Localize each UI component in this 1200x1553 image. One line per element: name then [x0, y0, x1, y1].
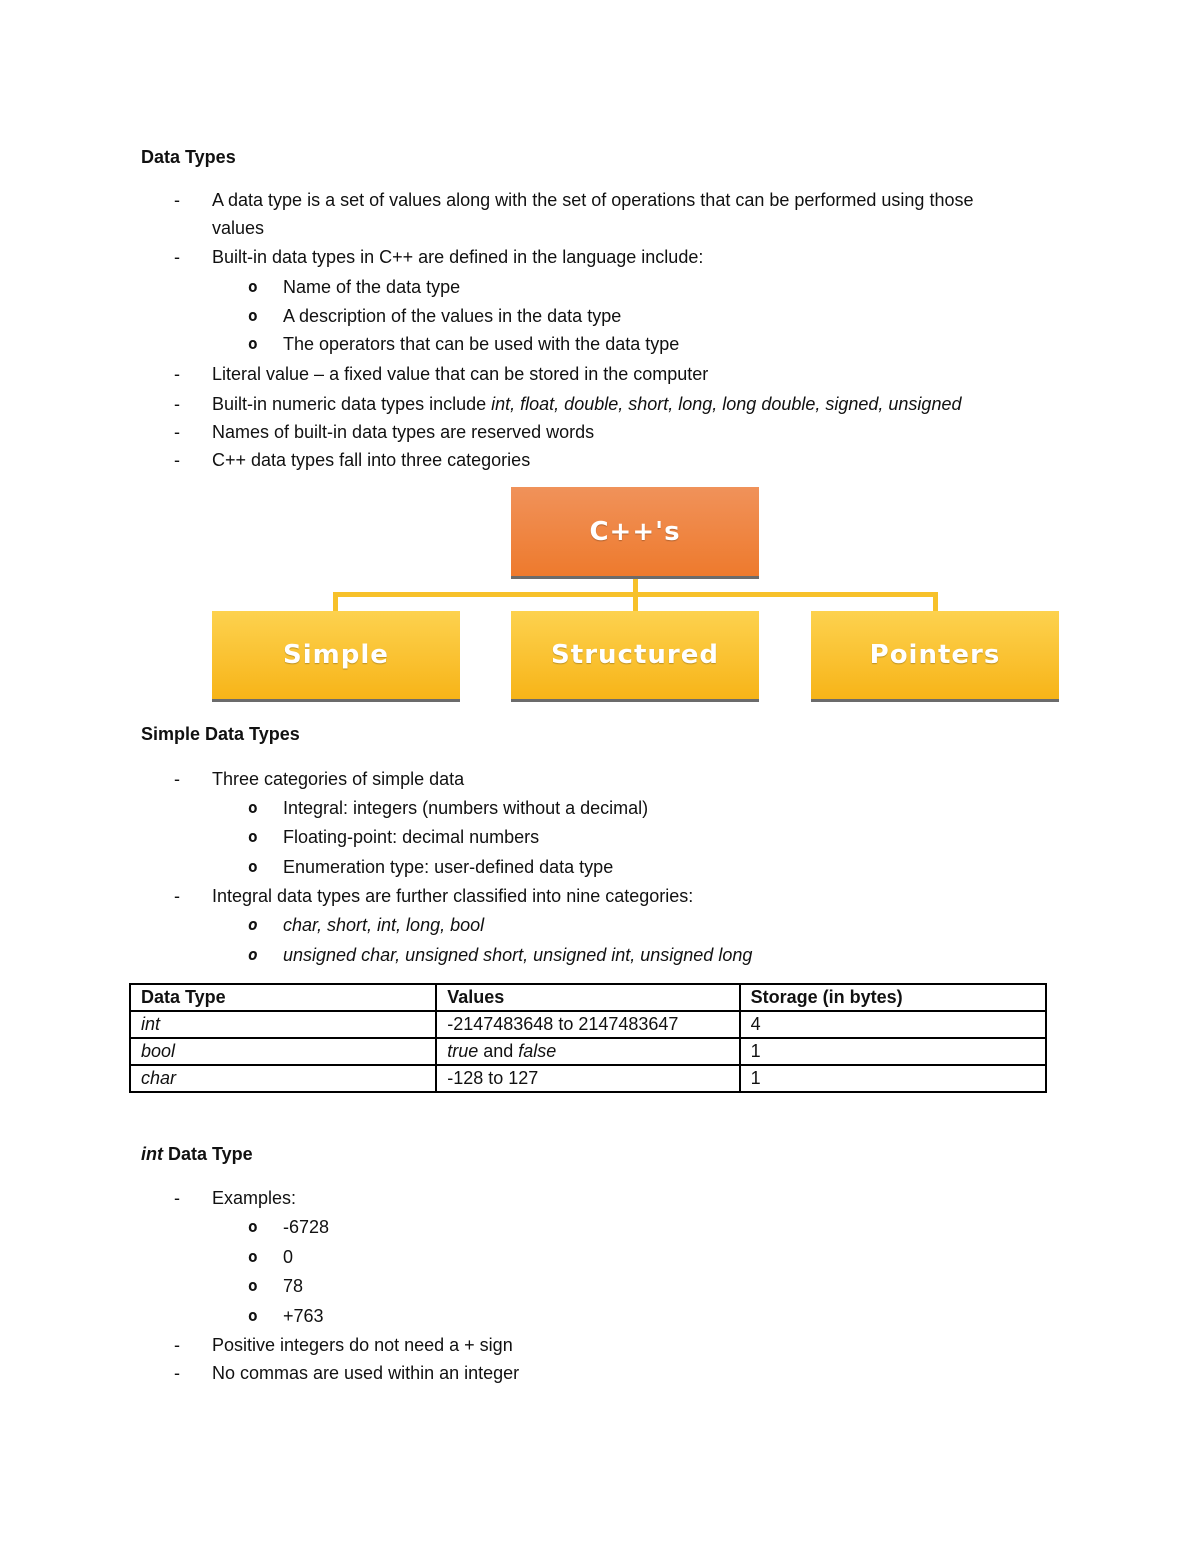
circle-bullet: o: [248, 945, 258, 964]
circle-bullet: o: [248, 277, 258, 296]
sub-bullet-name: Name of the data type: [283, 277, 461, 297]
heading-simple-data-types: Simple Data Types: [141, 724, 300, 744]
dash-bullet: -: [174, 190, 180, 210]
header-storage: Storage (in bytes): [740, 984, 1046, 1011]
sub-bullet-signed-types: [283, 914, 484, 936]
sub-bullet-enumeration: Enumeration type: user-defined data type: [283, 857, 614, 877]
connector-pointers: [933, 592, 938, 612]
diagram-root-box: C++'s: [511, 487, 759, 579]
diagram-simple-box: Simple: [212, 611, 460, 702]
table-row: [130, 1038, 1046, 1065]
bullet-definition: A data type is a set of values along with the set of operations that can be performed using those: [212, 190, 974, 210]
bullet-examples: Examples:: [212, 1188, 297, 1208]
sub-bullet-description: A description of the values in the data type: [283, 306, 622, 326]
bullet-no-commas: No commas are used within an integer: [212, 1363, 520, 1383]
circle-bullet: o: [248, 798, 258, 817]
cell-type: [130, 1011, 436, 1038]
numeric-prefix: Built-in numeric data types include: [212, 394, 492, 414]
circle-bullet: o: [248, 1247, 258, 1266]
cell-storage: 1: [740, 1038, 1046, 1065]
dash-bullet: -: [174, 1188, 180, 1208]
header-values: Values: [436, 984, 739, 1011]
sub-bullet-floating: Floating-point: decimal numbers: [283, 827, 540, 847]
circle-bullet: o: [248, 334, 258, 353]
header-data-type: Data Type: [130, 984, 436, 1011]
numeric-types: int, float, double, short, long, long double, signed, unsigned: [491, 394, 962, 414]
bullet-categories: C++ data types fall into three categories: [212, 450, 531, 470]
example-value: -6728: [283, 1217, 330, 1237]
dash-bullet: -: [174, 422, 180, 442]
diagram-pointers-box: Pointers: [811, 611, 1059, 702]
bullet-literal: Literal value – a fixed value that can be stored in the computer: [212, 364, 709, 384]
bullet-positive-sign: Positive integers do not need a + sign: [212, 1335, 513, 1355]
table-header-row: [130, 984, 1046, 1011]
heading-data-types: Data Types: [141, 147, 236, 167]
circle-bullet: o: [248, 1306, 258, 1325]
cell-type: [130, 1065, 436, 1092]
dash-bullet: -: [174, 247, 180, 267]
heading-int-word: int: [141, 1144, 163, 1164]
circle-bullet: o: [248, 915, 258, 934]
signed-types: char, short, int, long, bool: [283, 915, 485, 935]
circle-bullet: o: [248, 827, 258, 846]
value-false: false: [518, 1041, 557, 1061]
circle-bullet: o: [248, 1217, 258, 1236]
sub-bullet-unsigned-types: [283, 944, 752, 966]
bullet-nine-categories: Integral data types are further classified into nine categories:: [212, 886, 694, 906]
bullet-definition-cont: values: [212, 218, 265, 238]
circle-bullet: o: [248, 306, 258, 325]
data-types-table: [129, 983, 1047, 1093]
cell-storage: 1: [740, 1065, 1046, 1092]
heading-int-data-type: [141, 1143, 253, 1165]
example-value: 0: [283, 1247, 294, 1267]
sub-bullet-operators: The operators that can be used with the data type: [283, 334, 680, 354]
example-value: 78: [283, 1276, 304, 1296]
cell-values: [436, 1038, 739, 1065]
cell-storage: 4: [740, 1011, 1046, 1038]
dash-bullet: -: [174, 1363, 180, 1383]
cell-values: -128 to 127: [436, 1065, 739, 1092]
example-value: +763: [283, 1306, 324, 1326]
connector-structured: [633, 592, 638, 612]
bullet-numeric: [212, 393, 961, 415]
heading-int-rest: Data Type: [163, 1144, 253, 1164]
value-and: and: [478, 1041, 519, 1061]
table-row: [130, 1065, 1046, 1092]
cell-values: -2147483648 to 2147483647: [436, 1011, 739, 1038]
type-bool: bool: [141, 1041, 176, 1061]
type-char: char: [141, 1068, 177, 1088]
table-row: [130, 1011, 1046, 1038]
dash-bullet: -: [174, 450, 180, 470]
value-true: true: [447, 1041, 479, 1061]
connector-simple: [333, 592, 338, 612]
dash-bullet: -: [174, 1335, 180, 1355]
dash-bullet: -: [174, 394, 180, 414]
unsigned-types: unsigned char, unsigned short, unsigned int, unsigned long: [283, 945, 753, 965]
dash-bullet: -: [174, 886, 180, 906]
circle-bullet: o: [248, 857, 258, 876]
bullet-reserved: Names of built-in data types are reserved words: [212, 422, 595, 442]
cell-type: [130, 1038, 436, 1065]
bullet-builtin: Built-in data types in C++ are defined in the language include:: [212, 247, 704, 267]
type-int: int: [141, 1014, 161, 1034]
bullet-three-categories: Three categories of simple data: [212, 769, 465, 789]
diagram-structured-box: Structured: [511, 611, 759, 702]
dash-bullet: -: [174, 769, 180, 789]
dash-bullet: -: [174, 364, 180, 384]
circle-bullet: o: [248, 1276, 258, 1295]
sub-bullet-integral: Integral: integers (numbers without a decimal): [283, 798, 649, 818]
